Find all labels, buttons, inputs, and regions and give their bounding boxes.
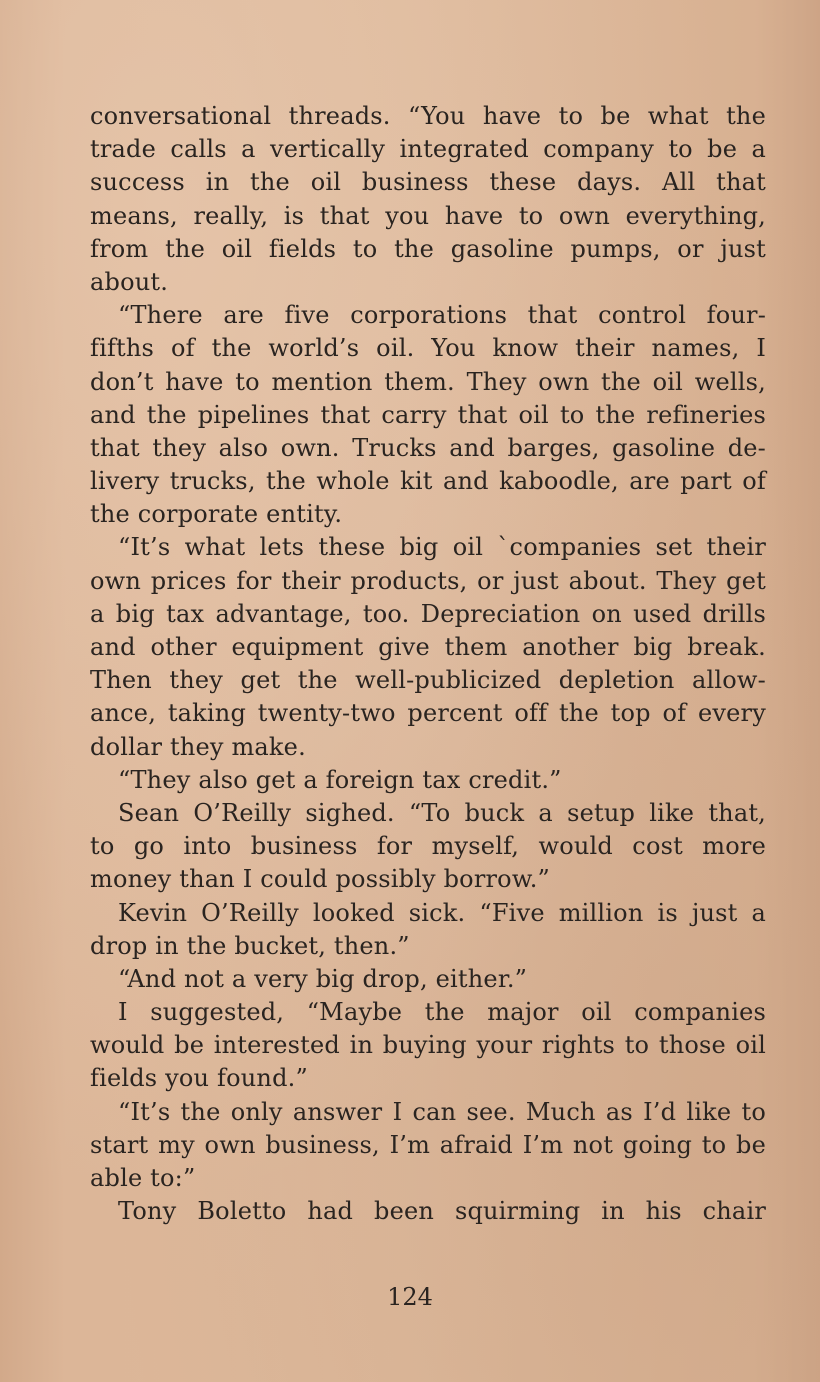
text-line: and the pipelines that carry that oil to the refineries bbox=[90, 400, 766, 429]
text-line: the corporate entity. bbox=[90, 500, 343, 529]
text-line: fifths of the world’s oil. You know their names, I bbox=[90, 334, 766, 363]
text-line: “It’s what lets these big oil `companies set their bbox=[118, 533, 766, 562]
text-line: means, really, is that you have to own everything, bbox=[90, 201, 766, 230]
text-line: about. bbox=[90, 267, 169, 296]
text-line: would be interested in buying your rights to those oil bbox=[90, 1031, 766, 1060]
text-line: own prices for their products, or just about. They get bbox=[90, 566, 766, 595]
text-line: livery trucks, the whole kit and kaboodle, are part of bbox=[90, 467, 766, 496]
text-line: Sean O’Reilly sighed. “To buck a setup like that, bbox=[118, 798, 766, 827]
text-line: ance, taking twenty-two percent off the top of every bbox=[90, 699, 766, 728]
text-line: I suggested, “Maybe the major oil companies bbox=[118, 998, 766, 1027]
text-line: conversational threads. “You have to be what the bbox=[90, 102, 766, 130]
text-line: able to:” bbox=[90, 1164, 196, 1192]
text-line: trade calls a vertically integrated company to be a bbox=[90, 135, 766, 164]
page-number: 124 bbox=[387, 1283, 433, 1311]
text-line: Tony Boletto had been squirming in his chair bbox=[118, 1197, 766, 1226]
text-line: dollar they make. bbox=[90, 732, 306, 761]
text-line: a big tax advantage, too. Depreciation on used drills bbox=[90, 599, 766, 628]
text-line: “There are five corporations that control four- bbox=[118, 301, 766, 330]
text-line: “They also get a foreign tax credit.” bbox=[118, 765, 562, 794]
text-line: fields you found.” bbox=[90, 1064, 308, 1093]
text-line: money than I could possibly borrow.” bbox=[90, 865, 551, 894]
body-text bbox=[90, 100, 766, 1228]
text-line: that they also own. Trucks and barges, gasoline de- bbox=[90, 433, 766, 462]
text-line: “And not a very big drop, either.” bbox=[118, 964, 528, 993]
text-line: “It’s the only answer I can see. Much as I’d like to bbox=[118, 1097, 766, 1126]
text-line: drop in the bucket, then.” bbox=[90, 931, 410, 960]
text-line: from the oil fields to the gasoline pumps, or just bbox=[90, 234, 766, 263]
text-line: Kevin O’Reilly looked sick. “Five million is just a bbox=[118, 898, 766, 927]
text-line: to go into business for myself, would cost more bbox=[90, 832, 766, 861]
text-line: success in the oil business these days. All that bbox=[90, 168, 766, 197]
text-line: and other equipment give them another big break. bbox=[90, 633, 766, 661]
text-line: don’t have to mention them. They own the oil wells, bbox=[90, 367, 766, 396]
text-line: start my own business, I’m afraid I’m not going to be bbox=[90, 1130, 766, 1159]
text-line: Then they get the well-publicized depletion allow- bbox=[90, 666, 766, 695]
